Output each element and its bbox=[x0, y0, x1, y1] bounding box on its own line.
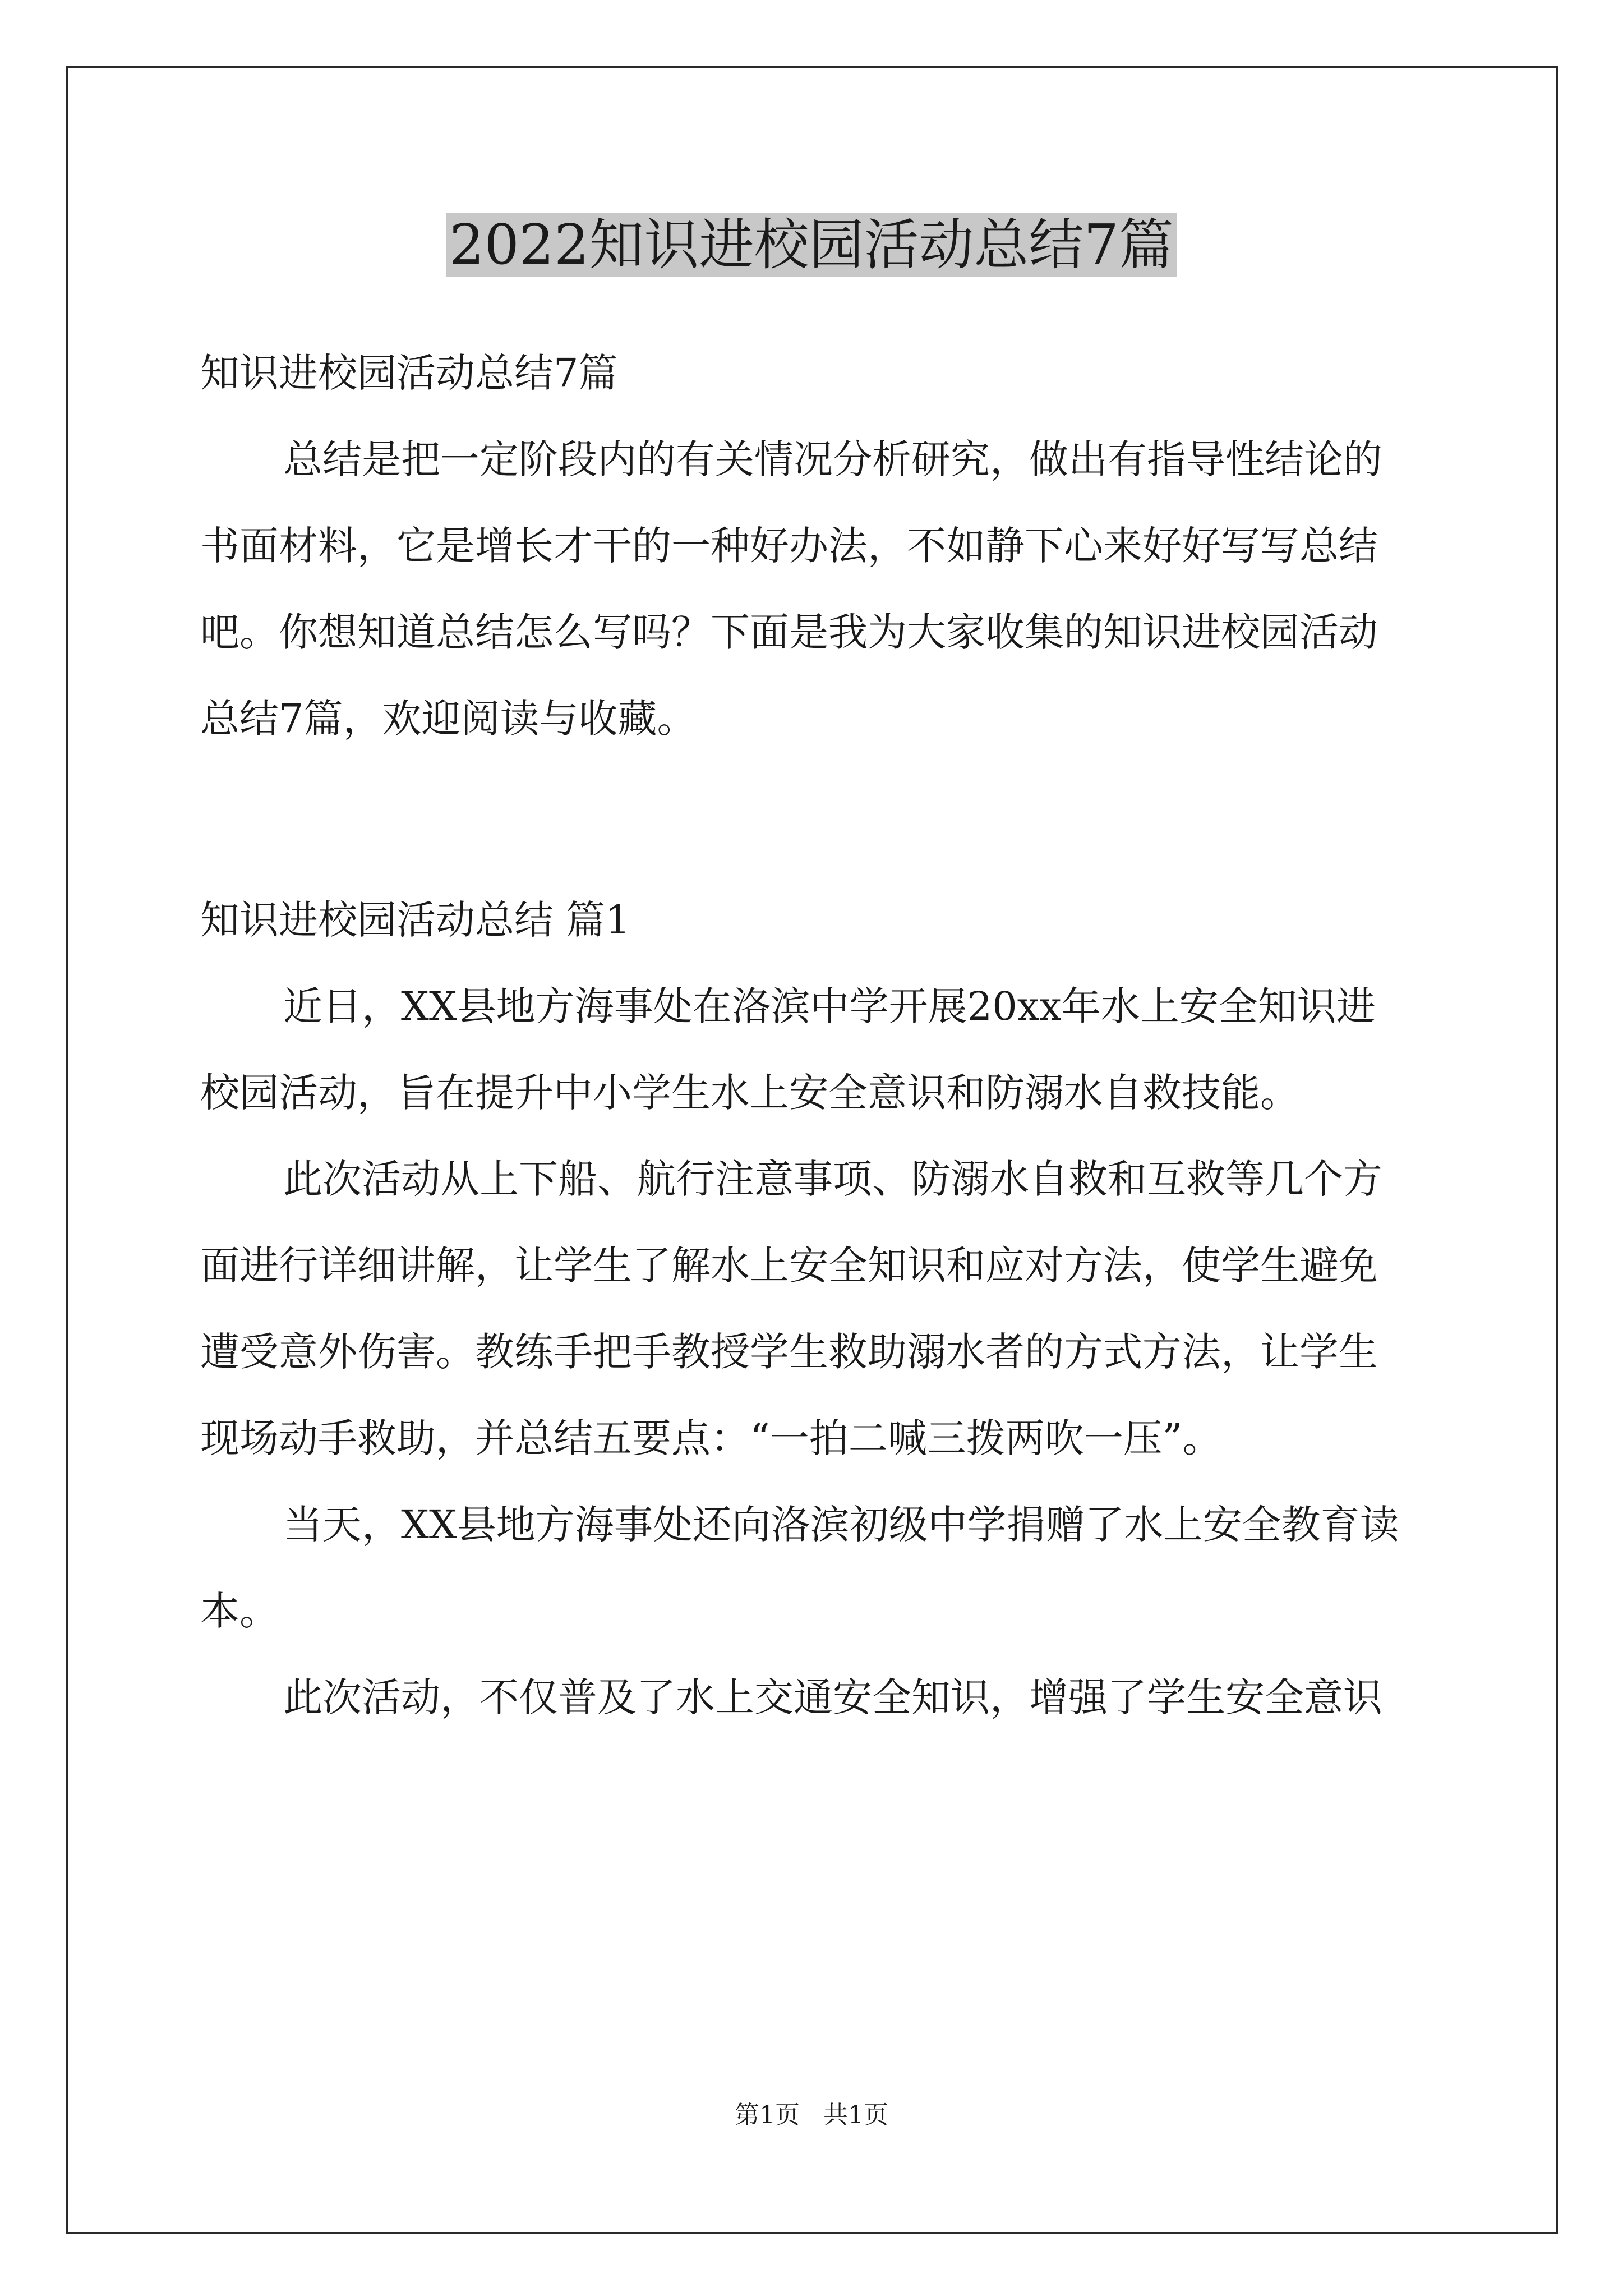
document-title-text: 2022知识进校园活动总结7篇 bbox=[446, 213, 1177, 277]
paragraph-line: 遭受意外伤害。教练手把手教授学生救助溺水者的方式方法，让学生 bbox=[200, 1329, 1378, 1375]
paragraph-line: 近日，XX县地方海事处在洛滨中学开展20xx年水上安全知识进 bbox=[283, 983, 1376, 1029]
paragraph-line: 面进行详细讲解，让学生了解水上安全知识和应对方法，使学生避免 bbox=[200, 1243, 1378, 1289]
intro-line: 书面材料，它是增长才干的一种好办法，不如静下心来好好写写总结 bbox=[200, 523, 1378, 569]
document-title bbox=[0, 203, 1623, 287]
paragraph-line: 此次活动，不仅普及了水上交通安全知识，增强了学生安全意识 bbox=[283, 1674, 1382, 1720]
section-heading: 知识进校园活动总结 篇1 bbox=[200, 897, 630, 943]
intro-line: 总结7篇，欢迎阅读与收藏。 bbox=[200, 696, 697, 742]
intro-line: 总结是把一定阶段内的有关情况分析研究，做出有指导性结论的 bbox=[283, 436, 1382, 482]
paragraph-line: 校园活动，旨在提升中小学生水上安全意识和防溺水自救技能。 bbox=[200, 1070, 1299, 1116]
paragraph-line: 当天，XX县地方海事处还向洛滨初级中学捐赠了水上安全教育读 bbox=[283, 1502, 1399, 1548]
document-subtitle: 知识进校园活动总结7篇 bbox=[200, 350, 618, 396]
paragraph-line: 本。 bbox=[200, 1588, 279, 1634]
paragraph-line: 此次活动从上下船、航行注意事项、防溺水自救和互救等几个方 bbox=[283, 1156, 1382, 1202]
spacer bbox=[200, 762, 1440, 877]
document-body bbox=[200, 330, 1440, 1741]
intro-line: 吧。你想知道总结怎么写吗？下面是我为大家收集的知识进校园活动 bbox=[200, 609, 1378, 655]
paragraph-line: 现场动手救助，并总结五要点：“一拍二喊三拨两吹一压”。 bbox=[200, 1415, 1222, 1461]
page-number-footer: 第1页 共1页 bbox=[735, 2101, 888, 2129]
